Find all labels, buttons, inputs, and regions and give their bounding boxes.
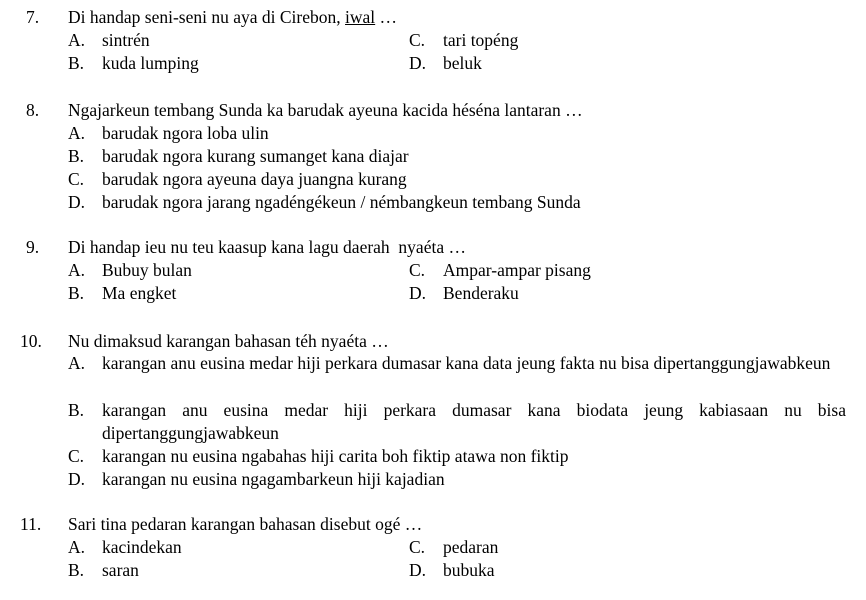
option-text: pedaran xyxy=(443,537,499,557)
question-stem xyxy=(68,6,397,29)
option-letter: A. xyxy=(68,537,86,557)
option-text: karangan anu eusina medar hiji perkara dumasar kana data jeung fakta nu bisa dipertanggungjawabkeun xyxy=(102,353,831,373)
option-letter: A. xyxy=(68,260,86,280)
option-letter: D. xyxy=(68,469,86,489)
option-letter: C. xyxy=(68,446,85,466)
stem-text: Di handap seni-seni nu aya di Cirebon, xyxy=(68,7,346,27)
option-letter: D. xyxy=(409,53,427,73)
option-letter: B. xyxy=(68,400,85,420)
option-letter: D. xyxy=(409,283,427,303)
option-text: Bubuy bulan xyxy=(102,260,192,280)
option-text: Benderaku xyxy=(443,283,519,303)
question-number: 10. xyxy=(20,331,42,351)
option-text: Ma engket xyxy=(102,283,177,303)
option-text: kacindekan xyxy=(102,537,182,557)
stem-ellipsis: … xyxy=(375,7,398,27)
option-letter: C. xyxy=(409,537,426,557)
option-text: karangan nu eusina ngabahas hiji carita boh fiktip atawa non fiktip xyxy=(102,446,569,466)
question-stem: Nu dimaksud karangan bahasan téh nyaéta … xyxy=(68,331,389,351)
option-letter: A. xyxy=(68,353,86,373)
question-number: 9. xyxy=(26,237,40,257)
option-text: Ampar-ampar pisang xyxy=(443,260,591,280)
option-text: karangan nu eusina ngagambarkeun hiji kajadian xyxy=(102,469,445,489)
option-letter: B. xyxy=(68,53,85,73)
option-text: saran xyxy=(102,560,139,580)
option-letter: B. xyxy=(68,560,85,580)
option-text: bubuka xyxy=(443,560,495,580)
option-letter: C. xyxy=(409,260,426,280)
option-text: karangan anu eusina medar hiji perkara dumasar kana biodata jeung kabiasaan nu bisa dipertanggungjawabkeun xyxy=(102,400,846,443)
option-letter: B. xyxy=(68,146,85,166)
stem-emphasis: iwal xyxy=(345,7,376,27)
option-text: barudak ngora loba ulin xyxy=(102,123,269,143)
question-number: 7. xyxy=(26,7,40,27)
question-number: 8. xyxy=(26,100,40,120)
question-stem: Di handap ieu nu teu kaasup kana lagu daerah nyaéta … xyxy=(68,237,466,257)
option-text: kuda lumping xyxy=(102,53,199,73)
option-letter: A. xyxy=(68,123,86,143)
question-number: 11. xyxy=(20,514,42,534)
question-stem: Ngajarkeun tembang Sunda ka barudak ayeuna kacida héséna lantaran … xyxy=(68,100,583,120)
option-a xyxy=(68,352,846,375)
option-text: sintrén xyxy=(102,30,150,50)
option-text: barudak ngora jarang ngadéngékeun / némbangkeun tembang Sunda xyxy=(102,192,581,212)
question-stem: Sari tina pedaran karangan bahasan disebut ogé … xyxy=(68,514,423,534)
option-letter: D. xyxy=(68,192,86,212)
option-letter: A. xyxy=(68,30,86,50)
option-d xyxy=(68,468,846,491)
option-text: barudak ngora ayeuna daya juangna kurang xyxy=(102,169,407,189)
option-b xyxy=(68,399,846,445)
option-letter: C. xyxy=(68,169,85,189)
option-letter: C. xyxy=(409,30,426,50)
option-text: beluk xyxy=(443,53,482,73)
option-text: tari topéng xyxy=(443,30,519,50)
option-letter: D. xyxy=(409,560,427,580)
option-c xyxy=(68,445,846,468)
option-text: barudak ngora kurang sumanget kana diajar xyxy=(102,146,409,166)
option-letter: B. xyxy=(68,283,85,303)
